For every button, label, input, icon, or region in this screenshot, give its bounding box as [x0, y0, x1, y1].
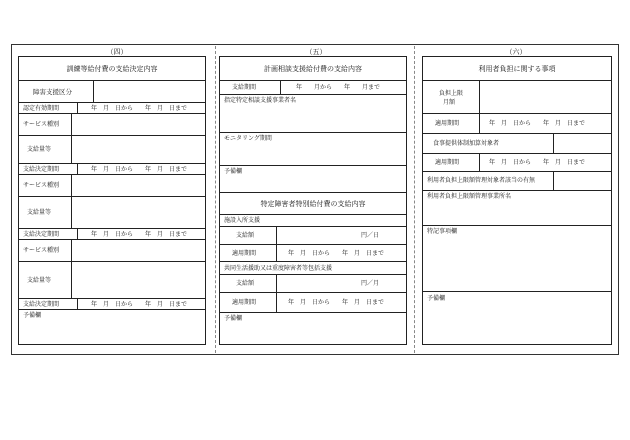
panel6-notes-label: 予備欄 [427, 295, 446, 302]
monitoring-period-label: モニタリング期間 [224, 135, 272, 142]
applicable-period-label-2: 適用期間 [232, 299, 257, 306]
supply-amount-label-1: 支給量等 [27, 146, 52, 153]
validity-period-label: 認定有効期間 [23, 105, 60, 112]
group-home-label: 共同生活援助又は重度障害者等包括支援 [224, 265, 333, 272]
designated-office-label: 指定特定相談支援事業者名 [224, 97, 297, 104]
applicable-period-label-1: 適用期間 [232, 250, 257, 257]
panel4-notes-label: 予備欄 [23, 312, 42, 319]
fold-line-2 [414, 46, 415, 353]
meal-applicable-period-dates: 年 月 日から 年 月 日まで [489, 159, 586, 166]
heading-4: （四） [106, 48, 128, 56]
limit-label-line2: 月額 [443, 99, 456, 106]
panel-training-benefits [18, 56, 206, 345]
decision-period-label-3: 支給決定期間 [23, 301, 60, 308]
decision-period-label-2: 支給決定期間 [23, 231, 60, 238]
applicable-period-dates-1: 年 月 日から 年 月 日まで [288, 250, 385, 257]
burden-applicable-period-label: 適用期間 [435, 120, 460, 127]
per-day-unit: 円／日 [361, 232, 380, 239]
special-title: 特定障害者特別給付費の支給内容 [260, 200, 366, 208]
meal-applicable-period-label: 適用期間 [435, 159, 460, 166]
decision-period-dates-3: 年 月 日から 年 月 日まで [91, 301, 188, 308]
management-office-label: 利用者負担上限額管理事業所名 [427, 193, 512, 200]
meal-target-label: 食事提供体制加算対象者 [433, 140, 500, 147]
service-type-label-2: サービス種別 [23, 182, 60, 189]
validity-period-dates: 年 月 日から 年 月 日まで [91, 105, 188, 112]
panel4-title: 訓練等給付費の支給決定内容 [66, 65, 158, 73]
decision-period-dates-1: 年 月 日から 年 月 日まで [91, 166, 188, 173]
supply-money-label-1: 支給額 [236, 232, 255, 239]
heading-6: （六） [505, 48, 527, 56]
panel5-title: 計画相談支援給付費の支給内容 [264, 65, 362, 73]
panel6-title: 利用者負担に関する事項 [478, 65, 556, 73]
panel-user-burden [422, 56, 612, 345]
supply-period-label: 支給期間 [232, 84, 257, 91]
panel5-notes-label: 予備欄 [224, 168, 243, 175]
management-target-label: 利用者負担上限額管理対象者該当の有無 [427, 177, 536, 184]
decision-period-label-1: 支給決定期間 [23, 166, 60, 173]
applicable-period-dates-2: 年 月 日から 年 月 日まで [288, 299, 385, 306]
fold-line-1 [215, 46, 216, 353]
heading-5: （五） [305, 48, 327, 56]
special-notes-label: 特記事項欄 [427, 228, 458, 235]
service-type-label-3: サービス種別 [23, 247, 60, 254]
supply-money-label-2: 支給額 [236, 280, 255, 287]
limit-label-line1: 負担上限 [439, 90, 464, 97]
facility-support-label: 施設入所支援 [224, 217, 261, 224]
decision-period-dates-2: 年 月 日から 年 月 日まで [91, 231, 188, 238]
per-month-unit: 円／月 [361, 280, 380, 287]
panel5-notes-label-2: 予備欄 [224, 315, 243, 322]
supply-period-dates: 年 月から 年 月まで [296, 84, 381, 91]
service-type-label-1: サービス種別 [23, 121, 60, 128]
supply-amount-label-2: 支給量等 [27, 209, 52, 216]
supply-amount-label-3: 支給量等 [27, 277, 52, 284]
panel-consultation-support [219, 56, 407, 345]
disability-category-label: 障害支援区分 [33, 88, 72, 96]
burden-applicable-period-dates: 年 月 日から 年 月 日まで [489, 120, 586, 127]
